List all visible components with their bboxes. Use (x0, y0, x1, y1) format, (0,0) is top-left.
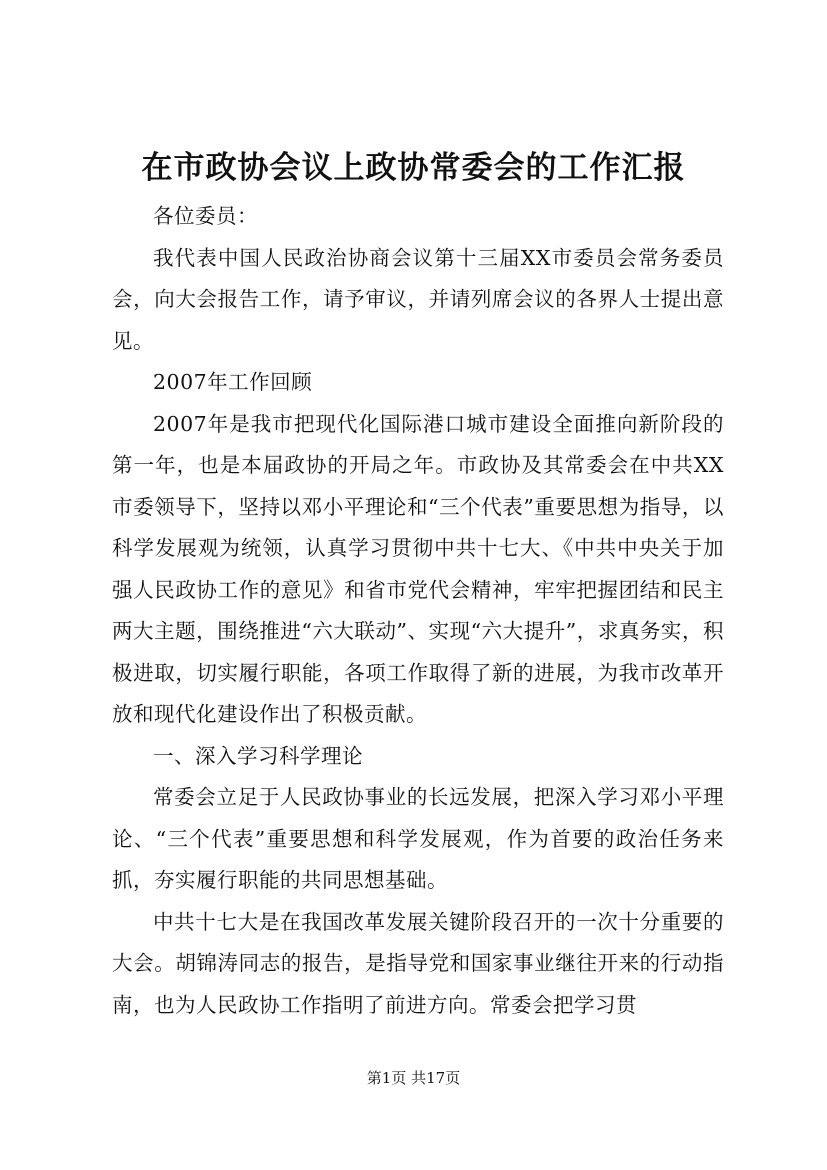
salutation: 各位委员： (153, 204, 258, 228)
paragraph: 2007年是我市把现代化国际港口城市建设全面推向新阶段的第一年，也是本届政协的开局之年。市政协及其常委会在中共XX市委领导下，坚持以邓小平理论和“三个代表”重要思想为指导，以科学发展观为统领，认真学习贯彻中共十七大、《中共中央关于加强人民政协工作的意见》和省市党代会精神，牢牢把握团结和民主两大主题，围绕推进“六大联动”、实现“六大提升”，求真务实，积极进取，切实履行职能，各项工作取得了新的进展，为我市改革开放和现代化建设作出了积极贡献。 (112, 411, 724, 726)
document-title: 在市政协会议上政协常委会的工作汇报 (141, 150, 686, 186)
page-number: 第1页 共17页 (366, 1069, 461, 1087)
section-heading: 一、深入学习科学理论 (153, 743, 363, 768)
paragraph: 我代表中国人民政治协商会议第十三届XX市委员会常务委员会，向大会报告工作，请予审议，并请列席会议的各界人士提出意见。 (112, 245, 724, 353)
paragraph: 常委会立足于人民政协事业的长远发展，把深入学习邓小平理论、“三个代表”重要思想和科学发展观，作为首要的政治任务来抓，夯实履行职能的共同思想基础。 (112, 785, 724, 892)
document-body (112, 196, 724, 1026)
paragraph: 中共十七大是在我国改革发展关键阶段召开的一次十分重要的大会。胡锦涛同志的报告，是指导党和国家事业继往开来的行动指南，也为人民政协工作指明了前进方向。常委会把学习贯 (112, 909, 724, 1017)
section-heading: 2007年工作回顾 (153, 370, 313, 394)
